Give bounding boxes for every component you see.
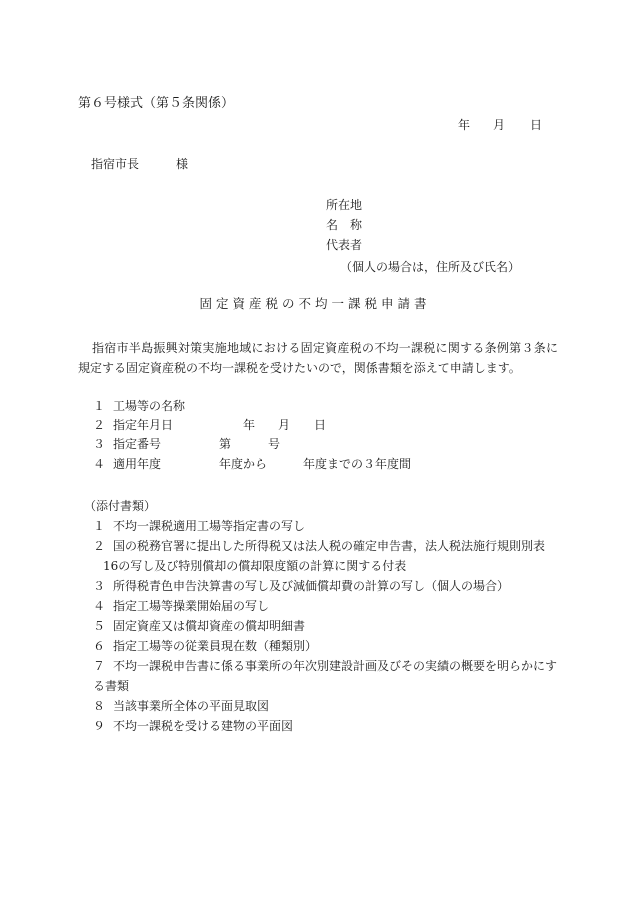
attachment-item xyxy=(93,576,563,596)
addressee-honorific: 様 xyxy=(176,157,189,171)
addressee xyxy=(91,157,189,171)
item-label: 適用年度 xyxy=(113,457,162,471)
attachment-text: 不均一課税申告書に係る事業所の年次別建設計画及びその実績の概要を明らかにす xyxy=(113,659,558,673)
attachment-number: ２ xyxy=(93,539,106,553)
body-paragraph: 指宿市半島振興対策実施地域における固定資産税の不均一課税に関する条例第３条に規定する固定資産税の不均一課税を受けたいので，関係書類を添えて申請します。 xyxy=(78,341,558,375)
addressee-name: 指宿市長 xyxy=(91,157,140,171)
form-number: 第６号様式（第５条関係） xyxy=(78,96,235,111)
attachment-item xyxy=(93,536,563,576)
attachment-text: 固定資産又は償却資産の償却明細書 xyxy=(113,619,306,633)
attachment-item xyxy=(93,696,563,716)
date-year: 年 xyxy=(458,118,471,132)
item-month: 月 xyxy=(278,418,291,432)
item-go: 号 xyxy=(268,437,281,451)
applicant-name-label: 名 称 xyxy=(326,218,363,232)
item-facility-name xyxy=(93,400,185,412)
item-number: ３ xyxy=(93,437,106,451)
attachment-number: １ xyxy=(93,519,106,533)
item-day: 日 xyxy=(314,418,327,432)
item-designation-number xyxy=(93,437,281,451)
item-from: 年度から xyxy=(219,457,268,471)
attachment-item xyxy=(93,716,563,736)
applicant-location-label: 所在地 xyxy=(326,198,363,212)
attachment-number: ６ xyxy=(93,639,106,653)
attachment-text: 所得税青色申告決算書の写し及び減価償却費の計算の写し（個人の場合） xyxy=(113,579,510,593)
attachments-heading: （添付書類） xyxy=(84,499,157,513)
item-dai: 第 xyxy=(219,437,232,451)
attachment-text: 不均一課税を受ける建物の平面図 xyxy=(113,719,294,733)
attachment-text: 不均一課税適用工場等指定書の写し xyxy=(113,519,306,533)
attachment-text: 当該事業所全体の平面見取図 xyxy=(113,699,270,713)
item-number: １ xyxy=(93,399,106,413)
attachment-item xyxy=(93,656,563,696)
applicant-note: （個人の場合は，住所及び氏名） xyxy=(340,260,521,274)
item-applicable-year xyxy=(93,457,412,471)
item-to: 年度までの３年度間 xyxy=(303,457,412,471)
attachment-text: 指定工場等の従業員現在数（種類別） xyxy=(113,639,318,653)
attachment-item xyxy=(93,636,563,656)
attachment-number: ９ xyxy=(93,719,106,733)
attachment-number: ３ xyxy=(93,579,106,593)
attachment-text: 指定工場等操業開始届の写し xyxy=(113,599,270,613)
item-designation-date xyxy=(93,418,327,432)
attachment-number: ４ xyxy=(93,599,106,613)
attachment-number: ５ xyxy=(93,619,106,633)
applicant-representative-label: 代表者 xyxy=(326,238,363,252)
attachment-text: 国の税務官署に提出した所得税又は法人税の確定申告書，法人税法施行規則別表 xyxy=(113,539,546,553)
attachment-item xyxy=(93,616,563,636)
attachment-number: ７ xyxy=(93,659,106,673)
attachment-item xyxy=(93,516,563,536)
item-number: ４ xyxy=(93,457,106,471)
attachment-item xyxy=(93,596,563,616)
item-year: 年 xyxy=(243,418,256,432)
item-label: 工場等の名称 xyxy=(113,399,186,413)
item-label: 指定番号 xyxy=(113,437,162,451)
item-number: ２ xyxy=(93,418,106,432)
attachment-text-continued: 16の写し及び特別償却の償却限度額の計算に関する付表 xyxy=(103,559,407,573)
date-month: 月 xyxy=(493,118,506,132)
date-day: 日 xyxy=(530,118,543,132)
attachment-number: ８ xyxy=(93,699,106,713)
attachment-text-continued: る書類 xyxy=(93,679,130,693)
document-title: 固定資産税の不均一課税申請書 xyxy=(199,296,431,311)
item-label: 指定年月日 xyxy=(113,418,174,432)
